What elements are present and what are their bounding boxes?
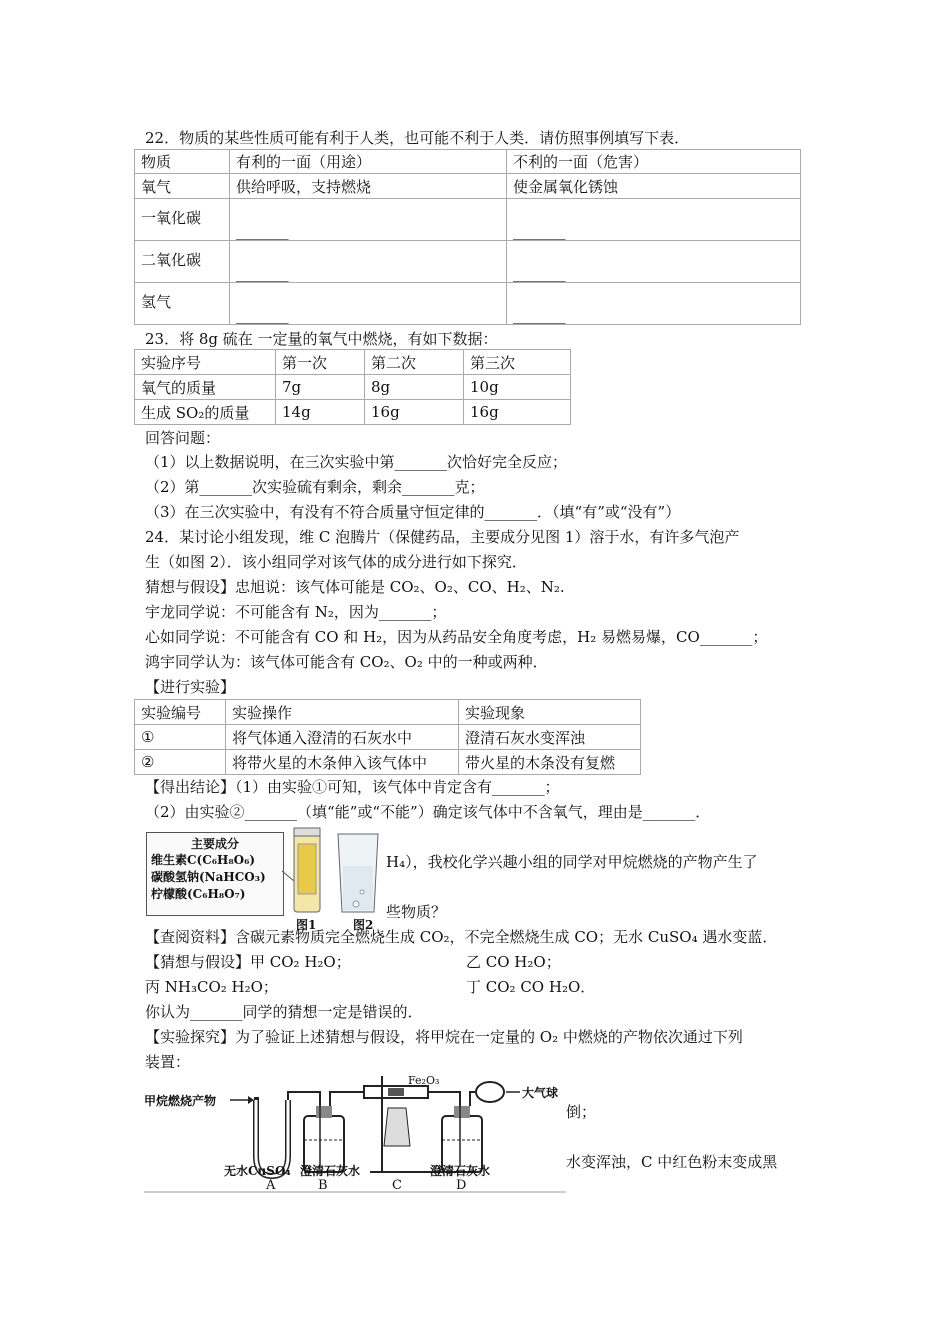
q25-guess-a: 【猜想与假设】甲 CO₂ H₂O； — [145, 953, 351, 971]
answer-blank[interactable]: _______ — [507, 283, 801, 325]
q25-right-text2: 水变浑浊，C 中红色粉末变成黑 — [566, 1153, 778, 1171]
q24-line3: 猜想与假设】忠旭说：该气体可能是 CO₂、O₂、CO、H₂、N₂. — [145, 578, 565, 596]
ingredient-line: 柠檬酸(C₆H₈O₇) — [151, 887, 246, 901]
q25-guess-c: 丙 NH₃CO₂ H₂O； — [145, 978, 278, 996]
q23-sub3: （3）在三次实验中，有没有不符合质量守恒定律的_______．（填“有”或“没有”） — [145, 503, 681, 521]
q24-conclusion1: 【得出结论】（1）由实验①可知，该气体中肯定含有_______； — [145, 778, 560, 796]
answer-blank[interactable]: _______ — [230, 283, 507, 325]
q23-sub2: （2）第_______次实验硫有剩余，剩余_______克； — [145, 478, 485, 496]
table-cell: 16g — [365, 400, 464, 425]
figure-vitamin-c — [146, 826, 386, 930]
answer-blank[interactable]: _______ — [507, 241, 801, 283]
bottle-d-reagent: 澄清石灰水 — [430, 1164, 491, 1178]
q22-intro: 22．物质的某些性质可能有利于人类，也可能不利于人类．请仿照事例填写下表． — [145, 129, 690, 147]
balloon-label: 大气球 — [522, 1086, 559, 1100]
table-cell: 供给呼吸，支持燃烧 — [230, 174, 507, 199]
q24-line5: 心如同学说：不可能含有 CO 和 H₂，因为从药品安全角度考虑，H₂ 易燃易爆，CO_______； — [145, 628, 768, 646]
apparatus-letter-a: A — [266, 1178, 276, 1193]
table-cell: 16g — [464, 400, 571, 425]
table-cell: 10g — [464, 375, 571, 400]
table-cell: ① — [135, 725, 226, 750]
table-cell: 14g — [276, 400, 365, 425]
q25-guess-b: 乙 CO H₂O； — [466, 953, 561, 971]
fe2o3-label: Fe₂O₃ — [408, 1074, 440, 1087]
q23-table — [134, 349, 571, 425]
q25-explore1: 【实验探究】为了验证上述猜想与假设，将甲烷在一定量的 O₂ 中燃烧的产物依次通过下列 — [145, 1028, 743, 1046]
q22-table — [134, 149, 801, 325]
table-header: 实验操作 — [226, 700, 459, 725]
q23-answer-title: 回答问题： — [145, 429, 221, 447]
table-cell: 7g — [276, 375, 365, 400]
table-cell: 澄清石灰水变浑浊 — [459, 725, 641, 750]
tablet-tube-and-glass-illustration — [276, 826, 386, 918]
q25-fragment2: 些物质？ — [386, 903, 447, 921]
q24-exp-title: 【进行实验】 — [145, 678, 236, 696]
table-cell: 使金属氧化锈蚀 — [507, 174, 801, 199]
q25-reference: 【查阅资料】含碳元素物质完全燃烧生成 CO₂，不完全燃烧生成 CO；无水 CuSO₄ 遇水变蓝． — [145, 928, 778, 946]
ingredient-label-box — [146, 832, 284, 916]
q23-intro: 23．将 8g 硫在 一定量的氧气中燃烧，有如下数据： — [145, 330, 498, 348]
q24-line2: 生（如图 2）．该小组同学对该气体的成分进行如下探究． — [145, 553, 527, 571]
table-header: 物质 — [135, 150, 230, 174]
q25-wrong-guess: 你认为_______同学的猜想一定是错误的． — [145, 1003, 423, 1021]
apparatus-diagram — [144, 1076, 566, 1194]
bottle-b-reagent: 澄清石灰水 — [300, 1164, 361, 1178]
answer-blank[interactable]: _______ — [507, 199, 801, 241]
ingredient-title: 主要成分 — [190, 837, 239, 851]
apparatus-letter-d: D — [456, 1178, 467, 1193]
table-cell: 将带火星的木条伸入该气体中 — [226, 750, 459, 775]
ingredient-line: 维生素C(C₆H₈O₆) — [151, 853, 256, 867]
table-header: 第一次 — [276, 350, 365, 375]
table-cell: 8g — [365, 375, 464, 400]
q24-line6: 鸿宇同学认为：该气体可能含有 CO₂、O₂ 中的一种或两种． — [145, 653, 548, 671]
table-header: 实验编号 — [135, 700, 226, 725]
figure2-caption: 图2 — [353, 918, 374, 932]
q24-line1: 24．某讨论小组发现，维 C 泡腾片（保健药品，主要成分见图 1）溶于水，有许多气泡产 — [145, 528, 740, 546]
q24-table — [134, 699, 641, 775]
table-cell: 二氧化碳 — [135, 241, 230, 283]
table-header: 实验序号 — [135, 350, 276, 375]
table-header: 有利的一面（用途） — [230, 150, 507, 174]
table-header: 第三次 — [464, 350, 571, 375]
q24-line4: 宇龙同学说：不可能含有 N₂，因为_______； — [145, 603, 447, 621]
figure1-caption: 图1 — [296, 918, 317, 932]
q25-fragment1: H₄），我校化学兴趣小组的同学对甲烷燃烧的产物产生了 — [386, 853, 758, 871]
bottle-a-reagent: 无水CuSO₄ — [224, 1164, 291, 1178]
table-cell: ② — [135, 750, 226, 775]
table-cell: 生成 SO₂的质量 — [135, 400, 276, 425]
table-cell: 将气体通入澄清的石灰水中 — [226, 725, 459, 750]
table-cell: 带火星的木条没有复燃 — [459, 750, 641, 775]
table-cell: 氧气 — [135, 174, 230, 199]
q25-guess-d: 丁 CO₂ CO H₂O． — [466, 978, 596, 996]
q25-right-text1: 倒； — [566, 1103, 597, 1121]
table-header: 实验现象 — [459, 700, 641, 725]
table-header: 不利的一面（危害） — [507, 150, 801, 174]
q23-sub1: （1）以上数据说明，在三次实验中第_______次恰好完全反应； — [145, 453, 568, 471]
table-header: 第二次 — [365, 350, 464, 375]
table-cell: 氢气 — [135, 283, 230, 325]
table-cell: 氧气的质量 — [135, 375, 276, 400]
answer-blank[interactable]: _______ — [230, 199, 507, 241]
q24-conclusion2: （2）由实验②_______（填“能”或“不能”）确定该气体中不含氧气，理由是_______． — [145, 803, 711, 821]
ingredient-line: 碳酸氢钠(NaHCO₃) — [151, 870, 266, 884]
answer-blank[interactable]: _______ — [230, 241, 507, 283]
table-cell: 一氧化碳 — [135, 199, 230, 241]
q25-explore2: 装置： — [145, 1053, 191, 1071]
apparatus-letter-c: C — [392, 1178, 402, 1193]
apparatus-letter-b: B — [318, 1178, 328, 1193]
inlet-label: 甲烷燃烧产物 — [144, 1094, 217, 1108]
